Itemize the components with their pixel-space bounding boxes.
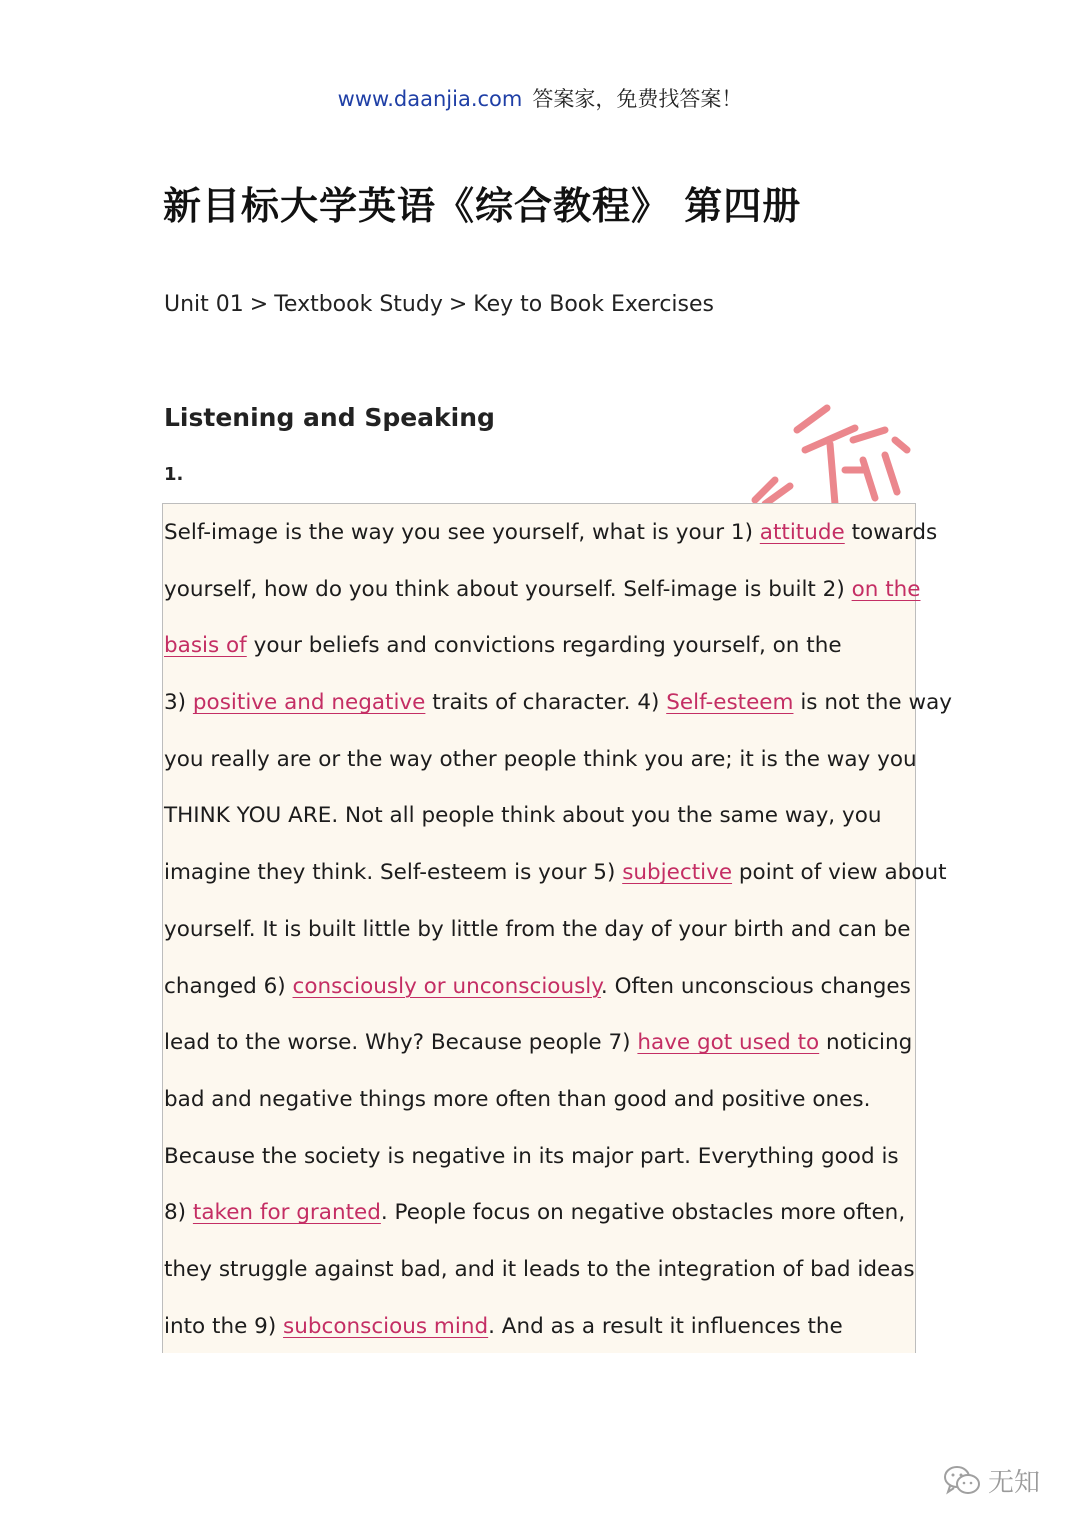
passage-line: [164, 845, 947, 902]
passage-text: THINK YOU ARE. Not all people think about you the same way, you: [164, 803, 882, 829]
red-stamp-seal: [735, 400, 915, 504]
answer-blank: positive and negative: [192, 690, 426, 716]
site-slogan: 答案家，免费找答案！: [532, 87, 743, 111]
passage-text: your beliefs and convictions regarding yourself, on the: [246, 633, 842, 659]
document-title: 新目标大学英语《综合教程》 第四册: [163, 184, 802, 228]
section-title: Listening and Speaking: [164, 403, 495, 432]
passage-text: imagine they think. Self-esteem is your 5): [164, 860, 623, 886]
answer-blank: subconscious mind: [283, 1313, 489, 1339]
passage-text: towards: [844, 520, 938, 545]
answer-blank: basis of: [164, 633, 247, 659]
site-url-link[interactable]: www.daanjia.com: [337, 87, 523, 111]
breadcrumb-separator: >: [448, 292, 468, 317]
answer-blank: attitude: [759, 520, 845, 545]
breadcrumb-separator: >: [249, 292, 269, 317]
answer-blank: Self-esteem: [666, 690, 794, 716]
passage-line: [164, 1299, 915, 1356]
passage-line: [164, 902, 915, 959]
passage-line: [164, 618, 915, 675]
wechat-watermark: [942, 1460, 1052, 1500]
passage-text: you really are or the way other people think you are; it is the way you: [164, 746, 917, 772]
answer-blank: on the: [851, 576, 921, 602]
passage-line: [164, 1072, 915, 1129]
passage-line: [164, 1015, 915, 1072]
passage-line: [164, 562, 921, 619]
breadcrumb-item-unit: Unit 01: [164, 292, 244, 317]
passage-line: [164, 1185, 915, 1242]
breadcrumb-item-key-to-exercises: Key to Book Exercises: [473, 292, 715, 317]
passage-text: noticing: [819, 1030, 913, 1056]
passage-text: changed 6): [164, 973, 293, 999]
exercise-number: 1.: [164, 464, 184, 485]
answer-passage-box: [162, 503, 952, 1353]
passage-text: . People focus on negative obstacles more often,: [380, 1200, 906, 1226]
passage-text: 8): [164, 1200, 193, 1226]
passage-text: they struggle against bad, and it leads to the integration of bad ideas: [164, 1256, 915, 1282]
passage-text: traits of character. 4): [425, 690, 667, 716]
breadcrumb: [164, 290, 714, 320]
passage-text: Because the society is negative in its major part. Everything good is: [164, 1143, 899, 1169]
passage-text: lead to the worse. Why? Because people 7): [164, 1030, 638, 1056]
passage-text: 3): [164, 690, 193, 716]
answer-blank: taken for granted: [192, 1200, 381, 1226]
watermark-label: 无知: [988, 1467, 1041, 1498]
passage-text: into the 9): [164, 1313, 284, 1339]
passage-line: [164, 1129, 915, 1186]
passage-line: [164, 732, 915, 789]
passage-text: bad and negative things more often than good and positive ones.: [164, 1086, 871, 1112]
passage-text: yourself, how do you think about yourself. Self-image is built 2): [164, 576, 852, 602]
passage-text: Self-image is the way you see yourself, what is your 1): [164, 520, 760, 545]
passage-line: [164, 675, 952, 732]
answer-blank: subjective: [622, 860, 733, 886]
passage-line: [164, 1242, 915, 1299]
passage-line: [164, 788, 915, 845]
answer-passage: [163, 504, 952, 1355]
passage-line: [164, 959, 915, 1016]
wechat-icon: [942, 1464, 982, 1496]
passage-text: . Often unconscious changes: [600, 973, 911, 999]
answer-blank: consciously or unconsciously: [292, 973, 601, 999]
passage-text: . And as a result it influences the: [488, 1313, 843, 1339]
site-header: [0, 84, 1080, 114]
answer-blank: have got used to: [637, 1030, 820, 1056]
passage-line: [164, 505, 938, 562]
passage-text: point of view about: [732, 860, 947, 886]
passage-text: yourself. It is built little by little from the day of your birth and can be: [164, 916, 911, 942]
breadcrumb-item-textbook-study: Textbook Study: [274, 292, 443, 317]
passage-text: is not the way: [793, 690, 952, 716]
